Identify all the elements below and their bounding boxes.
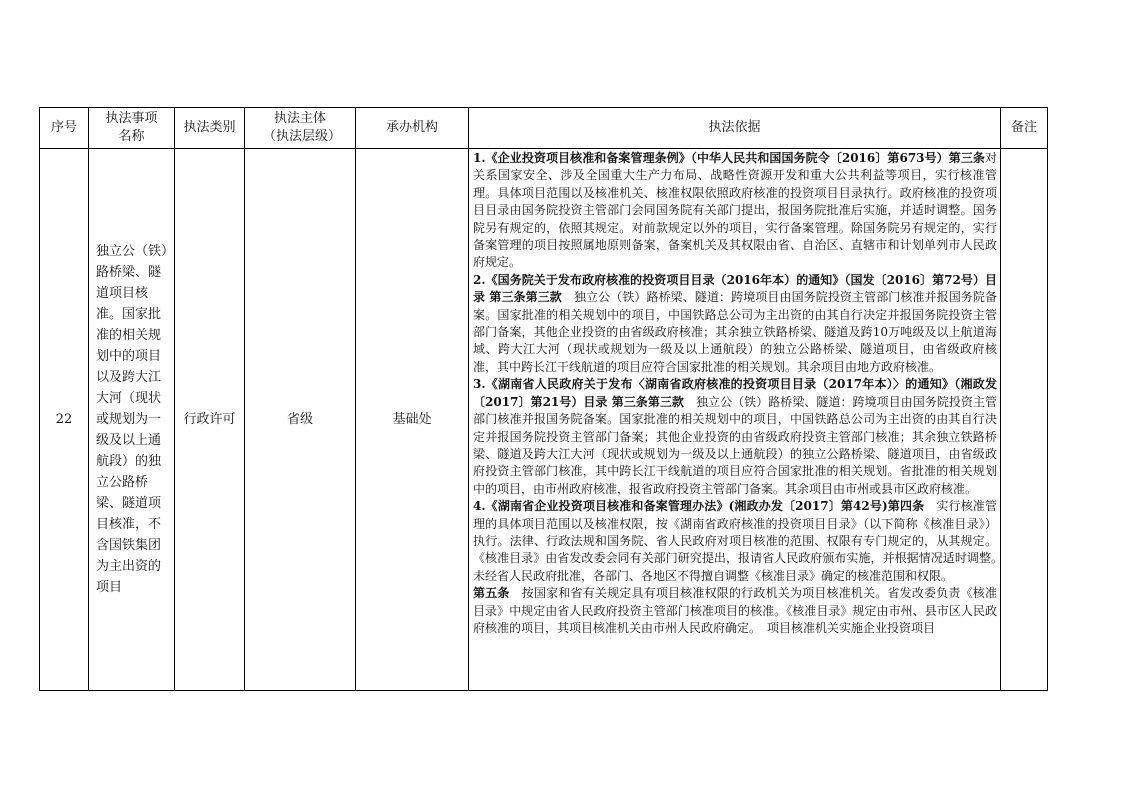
header-item-name: 执法事项名称: [89, 108, 175, 149]
cell-category: 行政许可: [175, 149, 245, 691]
basis-clause-3: [473, 376, 997, 498]
basis-clause-4-text: 实行核准管理的具体项目范围以及核准权限，按《湖南省政府核准的投资项目目录》（以下简称《核准目录》）执行。法律、行政法规和国务院、省人民政府对项目核准的范围、权限有专门规定的，从其规定。《核准目录》由省发改委会同有关部门研究提出，报请省人民政府颁布实施，并根据情况适时调整。 未经省人民政府批准，各部门、各地区不得擅自调整《核准目录》确定的核准范围和权限。: [473, 499, 1010, 583]
basis-text-block: [473, 150, 1010, 688]
header-organ: 承办机构: [356, 108, 469, 149]
cell-note: [1001, 149, 1048, 691]
basis-clause-2-text: 独立公（铁）路桥梁、隧道：跨境项目由国务院投资主管部门核准并报国务院备案。国家批准的相关规划中的项目，中国铁路总公司为主出资的由其自行决定并报国务院投资主管部门备案，其他企业投资的由省级政府核准；其余独立铁路桥梁、隧道及跨10万吨级及以上航道海域、跨大江大河（现状或规划为一级及以上通航段）的独立公路桥梁、隧道项目，由省级政府核准，其中跨长江干线航道的项目应符合国家批准的相关规划。其余项目由地方政府核准。: [473, 290, 997, 374]
header-subject: 执法主体（执法层级）: [245, 108, 356, 149]
table-row: [40, 149, 1048, 691]
header-seq: 序号: [40, 108, 89, 149]
basis-clause-5-title: 第五条: [473, 586, 510, 601]
header-note: 备注: [1001, 108, 1048, 149]
table-header-row: [40, 108, 1048, 149]
basis-clause-1-title: 1.《企业投资项目核准和备案管理条例》（中华人民共和国国务院令〔2016〕第673号）第三条: [473, 151, 985, 165]
header-category: 执法类别: [175, 108, 245, 149]
cell-item-name: 独立公（铁）路桥梁、隧道项目核准。国家批准的相关规划中的项目以及跨大江大河（现状或规划为一级及以上通航段）的独立公路桥梁、隧道项目核准，不含国铁集团为主出资的项目: [89, 149, 175, 691]
basis-clause-4-title: 4.《湖南省企业投资项目核准和备案管理办法》(湘政办发〔2017〕第42号)第四条: [473, 499, 925, 514]
basis-clause-5: [473, 585, 997, 637]
basis-clause-1-text: 对关系国家安全、涉及全国重大生产力布局、战略性资源开发和重大公共利益等项目，实行核准管理。具体项目范围以及核准机关、核准权限依照政府核准的投资项目目录执行。政府核准的投资项目目录由国务院投资主管部门会同国务院有关部门提出，报国务院批准后实施，并适时调整。国务院另有规定的，依照其规定。对前款规定以外的项目，实行备案管理。除国务院另有规定的，实行备案管理的项目按照属地原则备案，备案机关及其权限由省、自治区、直辖市和计划单列市人民政府规定。: [473, 151, 997, 270]
cell-basis: [469, 149, 1010, 691]
law-enforcement-table: [39, 107, 1048, 691]
basis-clause-4: [473, 498, 1010, 585]
cell-organ: 基础处: [356, 149, 469, 691]
basis-clause-3-title: 3.《湖南省人民政府关于发布〈湖南省政府核准的投资项目目录（2017年本）〉的通知》（湘政发〔2017〕第21号）目录 第三条第三款: [473, 377, 997, 409]
header-basis: 执法依据: [469, 108, 1001, 149]
cell-seq: 22: [40, 149, 89, 691]
basis-clause-2-title: 2.《国务院关于发布政府核准的投资项目目录（2016年本）的通知》（国发〔2016〕第72号）目录 第三条第三款: [473, 272, 997, 305]
cell-subject: 省级: [245, 149, 356, 691]
basis-clause-5-text: 按国家和省有关规定具有项目核准权限的行政机关为项目核准机关。省发改委负责《核准目录》中规定由省人民政府投资主管部门核准项目的核准。《核准目录》规定由市州、县市区人民政府核准的项目，其项目核准机关由市州人民政府确定。 项目核准机关实施企业投资项目: [473, 586, 997, 635]
basis-clause-2: [473, 272, 997, 376]
basis-clause-1: [473, 150, 997, 272]
basis-clause-3-text: 独立公（铁）路桥梁、隧道：跨境项目由国务院投资主管部门核准并报国务院备案。国家批准的相关规划中的项目，中国铁路总公司为主出资的由其自行决定并报国务院投资主管部门备案；其他企业投资的由省级政府投资主管部门核准；其余独立铁路桥梁、隧道及跨大江大河（现状或规划为一级及以上通航段）的独立公路桥梁、隧道项目，由省级政府投资主管部门核准，其中跨长江干线航道的项目应符合国家批准的相关规划。省批准的相关规划中的项目，由市州政府核准，报省政府投资主管部门备案。其余项目由市州或县市区政府核准。: [473, 394, 997, 496]
